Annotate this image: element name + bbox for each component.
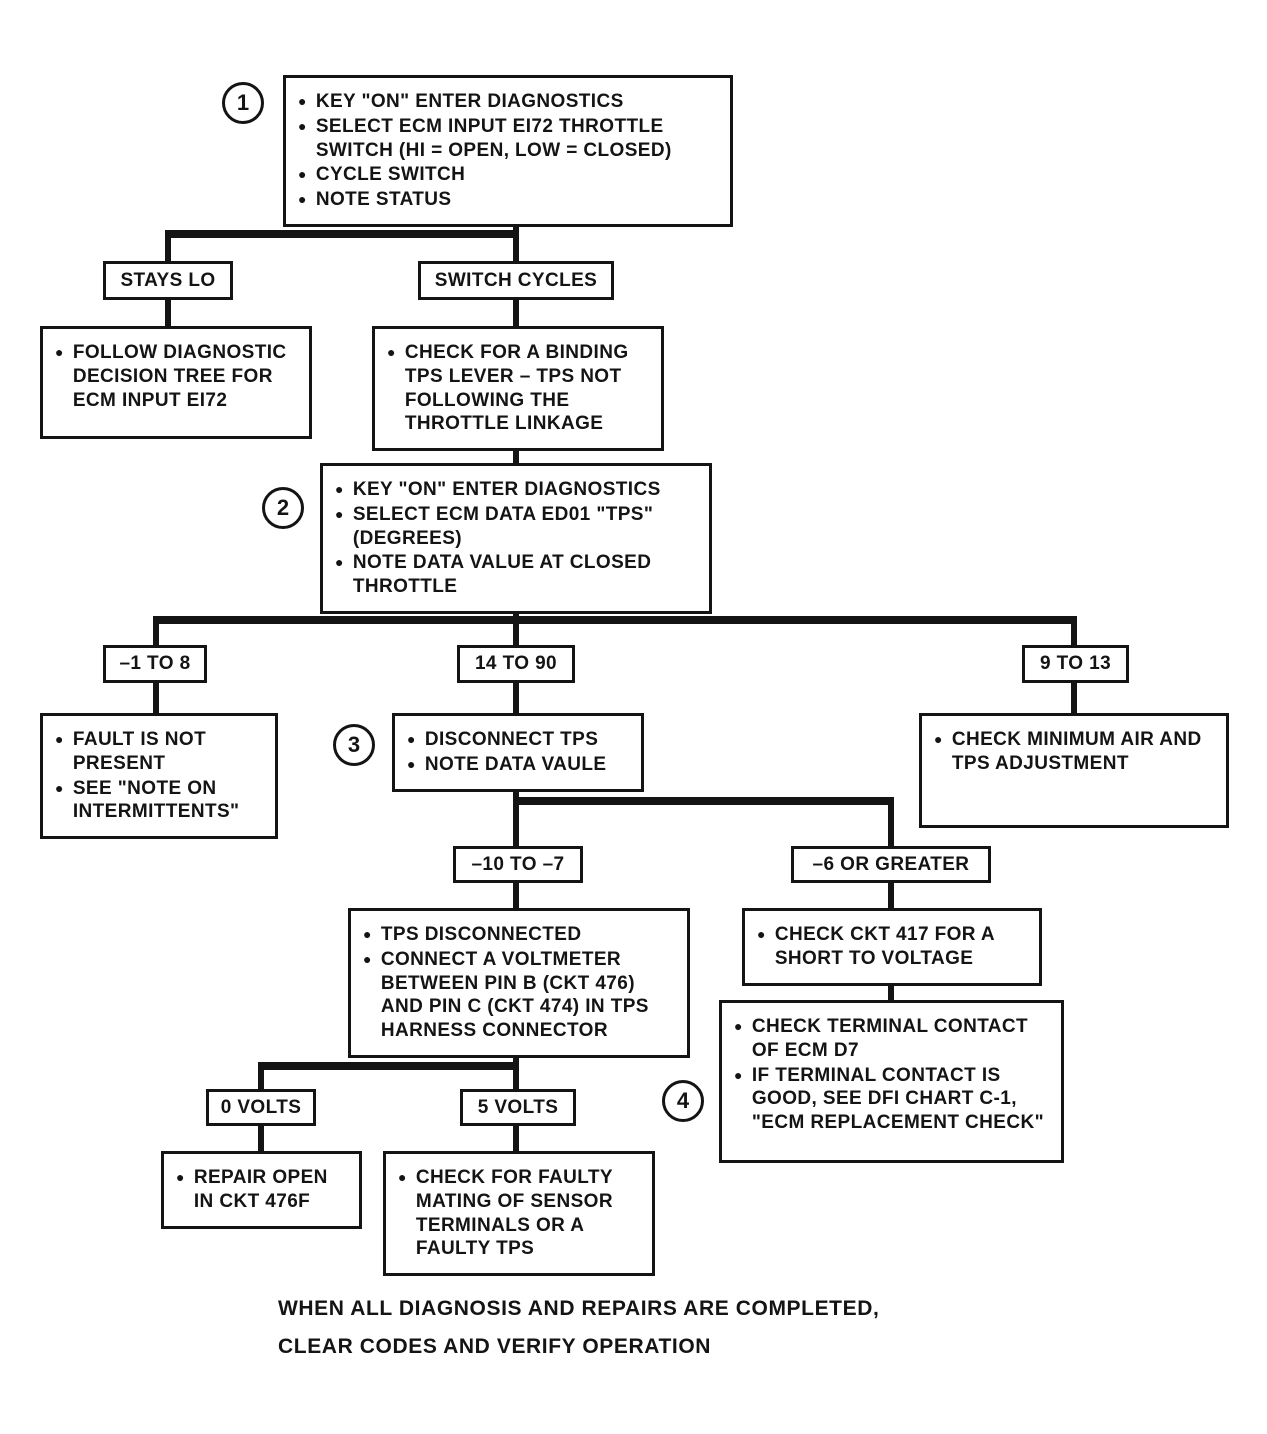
- footer-note-line2: CLEAR CODES AND VERIFY OPERATION: [278, 1335, 712, 1358]
- branch-label-neg10-to-neg7: –10 TO –7: [453, 846, 583, 883]
- connector-line: [513, 882, 519, 909]
- connector-line: [1071, 682, 1077, 714]
- bullet-item: [176, 1166, 347, 1214]
- bullet-text: FAULT IS NOT PRESENT: [72, 729, 207, 774]
- connector-line: [888, 797, 894, 847]
- bullet-item: [335, 503, 697, 551]
- branch-label-9-to-13: 9 TO 13: [1022, 645, 1129, 683]
- footer-note-line1: WHEN ALL DIAGNOSIS AND REPAIRS ARE COMPLETED,: [278, 1297, 880, 1320]
- connector-line: [1071, 616, 1077, 646]
- bullet-item: [407, 728, 629, 752]
- bullet-text: FOLLOW DIAGNOSTIC DECISION TREE FOR ECM INPUT EI72: [72, 342, 287, 411]
- connector-line: [513, 299, 519, 327]
- connector-line: [258, 1062, 264, 1090]
- bullet-icon: ●: [298, 166, 307, 183]
- connector-line: [153, 616, 159, 646]
- bullet-icon: ●: [934, 731, 943, 747]
- bullet-text: CONNECT A VOLTMETER BETWEEN PIN B (CKT 476) AND PIN C (CKT 474) IN TPS HARNESS CONNECTOR: [380, 948, 649, 1041]
- bullet-text: SELECT ECM DATA ED01 "TPS" (DEGREES): [352, 503, 654, 549]
- connector-line: [513, 682, 519, 714]
- bullet-text: SEE "NOTE ON INTERMITTENTS": [72, 777, 240, 823]
- bullet-icon: ●: [757, 926, 766, 942]
- branch-bar: [153, 616, 1077, 624]
- bullet-icon: ●: [55, 344, 64, 360]
- step-circle-3: [333, 724, 375, 766]
- step-number: 1: [236, 90, 250, 115]
- bullet-text: KEY "ON" ENTER DIAGNOSTICS: [352, 479, 661, 500]
- bullet-text: IF TERMINAL CONTACT IS GOOD, SEE DFI CHART C-1, "ECM REPLACEMENT CHECK": [751, 1064, 1045, 1133]
- bullet-icon: ●: [176, 1169, 185, 1185]
- bullet-icon: ●: [734, 1066, 743, 1083]
- bullet-icon: ●: [55, 779, 64, 796]
- bullet-item: [298, 188, 718, 212]
- bullet-item: [398, 1166, 640, 1261]
- node-check-binding-tps: [372, 326, 664, 451]
- step-circle-4: [662, 1080, 704, 1122]
- bullet-icon: ●: [363, 926, 372, 942]
- node-repair-open-ckt476f: [161, 1151, 362, 1229]
- bullet-icon: ●: [298, 191, 307, 207]
- bullet-item: [335, 478, 697, 502]
- bullet-icon: ●: [407, 755, 416, 772]
- node-faulty-mating-check: [383, 1151, 655, 1276]
- bullet-text: REPAIR OPEN IN CKT 476F: [193, 1167, 328, 1212]
- node-step1-instructions: [283, 75, 733, 227]
- bullet-item: [335, 551, 697, 599]
- step-circle-2: [262, 487, 304, 529]
- bullet-icon: ●: [407, 731, 416, 747]
- node-step4-terminal-contact: [719, 1000, 1064, 1163]
- node-voltmeter-check: [348, 908, 690, 1058]
- step-number: 4: [676, 1088, 690, 1113]
- node-step2-instructions: [320, 463, 712, 614]
- bullet-text: SELECT ECM INPUT EI72 THROTTLE SWITCH (HI = OPEN, LOW = CLOSED): [315, 115, 672, 161]
- bullet-item: [407, 753, 629, 777]
- bullet-item: [55, 728, 263, 776]
- bullet-text: CYCLE SWITCH: [315, 164, 466, 186]
- bullet-icon: ●: [55, 731, 64, 747]
- node-check-minimum-air: [919, 713, 1229, 828]
- bullet-icon: ●: [398, 1169, 407, 1185]
- branch-bar: [165, 230, 519, 238]
- bullet-item: [363, 923, 675, 947]
- bullet-icon: ●: [298, 93, 307, 109]
- bullet-item: [734, 1015, 1049, 1063]
- bullet-text: CHECK TERMINAL CONTACT OF ECM D7: [751, 1016, 1029, 1061]
- connector-line: [165, 299, 171, 327]
- bullet-icon: ●: [387, 344, 396, 360]
- bullet-text: CHECK MINIMUM AIR AND TPS ADJUSTMENT: [951, 729, 1202, 774]
- bullet-item: [55, 341, 297, 412]
- node-step3-disconnect-tps: [392, 713, 644, 792]
- branch-label-neg6-or-greater: –6 OR GREATER: [791, 846, 991, 883]
- bullet-text: CHECK FOR A BINDING TPS LEVER – TPS NOT FOLLOWING THE THROTTLE LINKAGE: [404, 342, 629, 435]
- bullet-item: [298, 115, 718, 163]
- bullet-text: NOTE DATA VAULE: [424, 753, 607, 775]
- branch-label-stays-lo: STAYS LO: [103, 261, 233, 300]
- connector-line: [165, 230, 171, 262]
- bullet-icon: ●: [335, 505, 344, 522]
- bullet-item: [757, 923, 1027, 971]
- bullet-item: [55, 777, 263, 825]
- branch-label-14-to-90: 14 TO 90: [457, 645, 575, 683]
- bullet-text: NOTE DATA VALUE AT CLOSED THROTTLE: [352, 552, 652, 597]
- branch-label-switch-cycles: SWITCH CYCLES: [418, 261, 614, 300]
- connector-line: [153, 682, 159, 714]
- bullet-item: [363, 948, 675, 1043]
- bullet-item: [387, 341, 649, 436]
- bullet-text: DISCONNECT TPS: [424, 729, 599, 750]
- node-ckt417-short-check: [742, 908, 1042, 986]
- bullet-icon: ●: [363, 950, 372, 967]
- branch-label-5-volts: 5 VOLTS: [460, 1089, 576, 1126]
- connector-line: [888, 882, 894, 909]
- step-circle-1: [222, 82, 264, 124]
- node-fault-not-present: [40, 713, 278, 839]
- bullet-icon: ●: [335, 481, 344, 497]
- bullet-text: CHECK FOR FAULTY MATING OF SENSOR TERMINALS OR A FAULTY TPS: [415, 1167, 613, 1260]
- bullet-icon: ●: [734, 1018, 743, 1034]
- bullet-item: [934, 728, 1214, 776]
- bullet-item: [734, 1064, 1049, 1135]
- node-follow-diagnostic-tree: [40, 326, 312, 439]
- bullet-icon: ●: [298, 117, 307, 134]
- bullet-text: CHECK CKT 417 FOR A SHORT TO VOLTAGE: [774, 924, 995, 969]
- bullet-item: [298, 163, 718, 187]
- step-number: 2: [276, 495, 290, 520]
- step-number: 3: [347, 732, 361, 757]
- bullet-text: KEY "ON" ENTER DIAGNOSTICS: [315, 91, 624, 112]
- connector-line: [258, 1125, 264, 1152]
- branch-bar: [513, 797, 894, 805]
- branch-label-0-volts: 0 VOLTS: [206, 1089, 316, 1126]
- bullet-text: NOTE STATUS: [315, 189, 452, 210]
- branch-bar: [258, 1062, 519, 1070]
- bullet-item: [298, 90, 718, 114]
- bullet-text: TPS DISCONNECTED: [380, 924, 582, 945]
- connector-line: [513, 222, 519, 262]
- branch-label-neg1-to-8: –1 TO 8: [103, 645, 207, 683]
- connector-line: [513, 1125, 519, 1152]
- bullet-icon: ●: [335, 554, 344, 571]
